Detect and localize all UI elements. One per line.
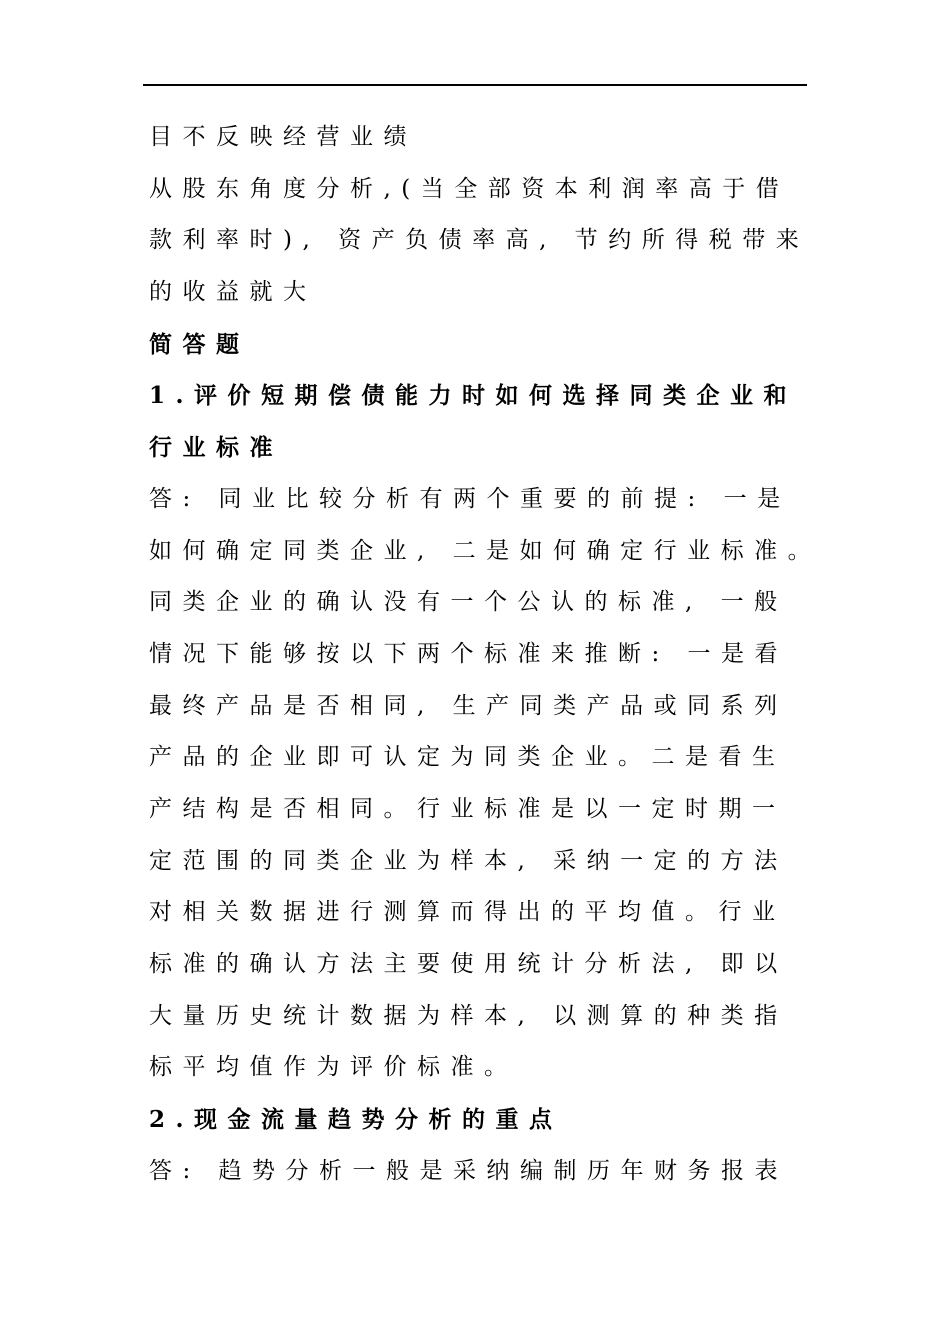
text-line: 目不反映经营业绩 — [149, 124, 417, 150]
section-heading: 简答题 — [149, 330, 250, 358]
answer-line: 产结构是否相同。行业标准是以一定时期一 — [149, 795, 786, 822]
answer-line: 答: 趋势分析一般是采纳编制历年财务报表 — [149, 1157, 789, 1184]
question-heading: 1.评价短期偿债能力时如何选择同类企业和 — [149, 382, 798, 410]
answer-line: 答: 同业比较分析有两个重要的前提: 一是 — [149, 485, 791, 512]
answer-line: 标准的确认方法主要使用统计分析法, 即以 — [149, 951, 788, 977]
text-line: 从股东角度分析,(当全部资本利润率高于借 — [149, 175, 790, 202]
answer-line: 大量历史统计数据为样本, 以测算的种类指 — [149, 1002, 788, 1029]
answer-line: 定范围的同类企业为样本, 采纳一定的方法 — [149, 847, 788, 874]
answer-line: 产品的企业即可认定为同类企业。二是看生 — [149, 744, 786, 771]
answer-line: 对相关数据进行测算而得出的平均值。行业 — [149, 899, 786, 926]
question-heading: 2.现金流量趋势分析的重点 — [149, 1106, 563, 1134]
text-line: 款利率时), 资产负债率高, 节约所得税带来 — [149, 227, 810, 254]
document-body — [149, 112, 822, 1197]
question-heading: 行业标准 — [149, 434, 283, 462]
answer-line: 最终产品是否相同, 生产同类产品或同系列 — [149, 692, 788, 719]
text-line: 的收益就大 — [149, 279, 317, 306]
answer-line: 标平均值作为评价标准。 — [149, 1054, 518, 1081]
answer-line: 情况下能够按以下两个标准来推断: 一是看 — [149, 640, 789, 667]
answer-line: 同类企业的确认没有一个公认的标准, 一般 — [149, 589, 788, 616]
header-rule — [143, 84, 807, 86]
answer-line: 如何确定同类企业, 二是如何确定行业标准。 — [149, 537, 822, 564]
